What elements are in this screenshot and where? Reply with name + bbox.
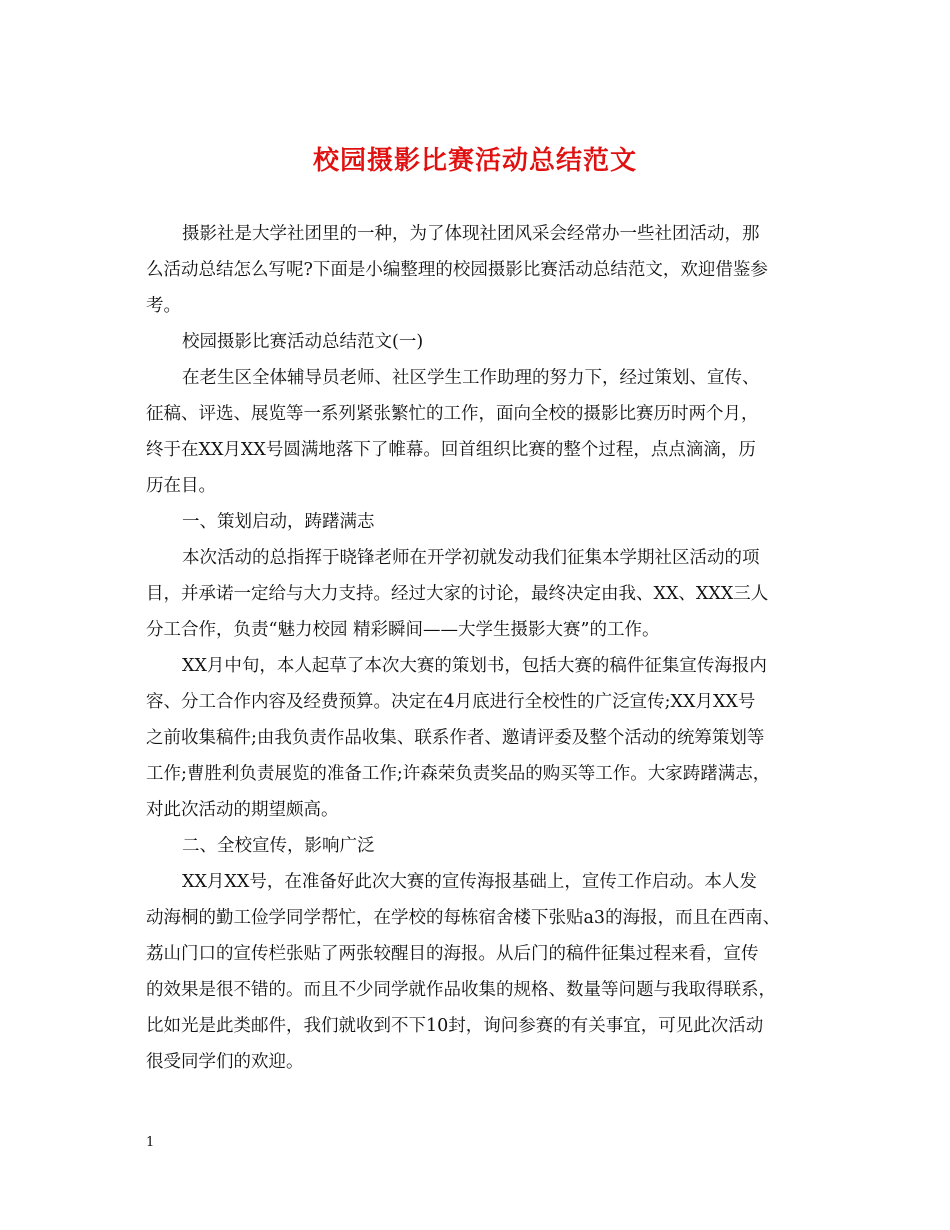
section-heading: 二、全校宣传，影响广泛	[182, 836, 375, 856]
body-line: 动海桐的勤工俭学同学帮忙，在学校的每栋宿舍楼下张贴a3的海报，而且在西南、	[146, 908, 781, 928]
body-line: 在老生区全体辅导员老师、社区学生工作助理的努力下，经过策划、宣传、	[182, 368, 760, 388]
body-line: 目，并承诺一定给与大力支持。经过大家的讨论，最终决定由我、XX、XXX三人	[146, 584, 769, 604]
body-line: 容、分工合作内容及经费预算。决定在4月底进行全校性的广泛宣传;XX月XX号	[146, 692, 756, 712]
body-line: XX月中旬，本人起草了本次大赛的策划书，包括大赛的稿件征集宣传海报内	[182, 656, 767, 676]
body-line: 考。	[146, 296, 181, 316]
body-line: 摄影社是大学社团里的一种，为了体现社团风采会经常办一些社团活动，那	[182, 224, 760, 244]
body-line: 工作;曹胜利负责展览的准备工作;许森荣负责奖品的购买等工作。大家踌躇满志，	[146, 764, 771, 784]
section-heading: 校园摄影比赛活动总结范文(一)	[182, 332, 424, 352]
body-line: 历在目。	[146, 476, 216, 496]
body-line: 之前收集稿件;由我负责作品收集、联系作者、邀请评委及整个活动的统筹策划等	[146, 728, 765, 748]
body-line: 比如光是此类邮件，我们就收到不下10封，询问参赛的有关事宜，可见此次活动	[146, 1016, 764, 1036]
body-line: 么活动总结怎么写呢?下面是小编整理的校园摄影比赛活动总结范文，欢迎借鉴参	[146, 260, 768, 280]
body-line: 荔山门口的宣传栏张贴了两张较醒目的海报。从后门的稿件征集过程来看，宣传	[146, 944, 759, 964]
page-number: 1	[146, 1135, 155, 1150]
document-title: 校园摄影比赛活动总结范文	[312, 146, 637, 176]
body-line: 分工合作，负责“魅力校园 精彩瞬间——大学生摄影大赛”的工作。	[146, 620, 660, 640]
body-line: 对此次活动的期望颇高。	[146, 800, 339, 820]
body-line: 很受同学们的欢迎。	[146, 1052, 304, 1072]
body-line: 终于在XX月XX号圆满地落下了帷幕。回首组织比赛的整个过程，点点滴滴，历	[146, 440, 756, 460]
body-line: 本次活动的总指挥于晓锋老师在开学初就发动我们征集本学期社区活动的项	[182, 548, 760, 568]
body-line: 的效果是很不错的。而且不少同学就作品收集的规格、数量等问题与我取得联系，	[146, 980, 776, 1000]
body-line: 征稿、评选、展览等一系列紧张繁忙的工作，面向全校的摄影比赛历时两个月，	[146, 404, 759, 424]
section-heading: 一、策划启动，踌躇满志	[182, 512, 375, 532]
body-line: XX月XX号，在准备好此次大赛的宣传海报基础上，宣传工作启动。本人发	[182, 872, 757, 892]
